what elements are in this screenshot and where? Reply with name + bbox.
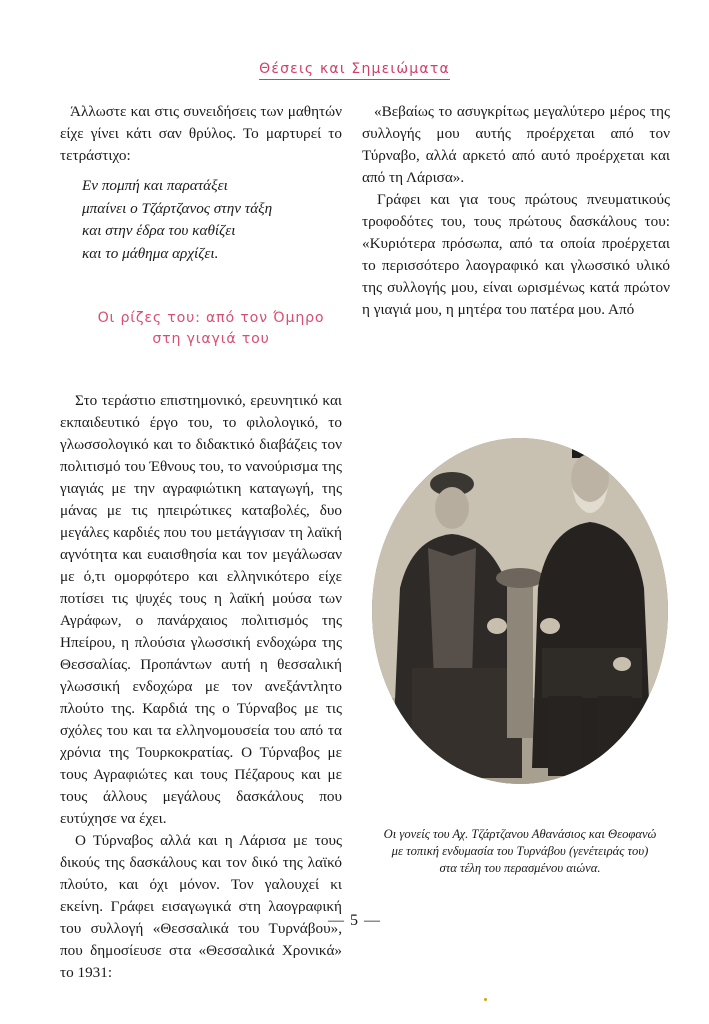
- intro-paragraph: Άλλωστε και στις συνειδήσεις των μαθητών είχε γίνει κάτι σαν θρύλος. Το μαρτυρεί το τετράστιχο:: [60, 103, 342, 164]
- quatrain: [82, 175, 342, 265]
- poem-line: μπαίνει ο Τζάρτζανος στην τάξη: [82, 199, 273, 217]
- section-heading-line: στη γιαγιά του: [152, 331, 270, 347]
- right-column: [362, 101, 670, 321]
- body-paragraph: Γράφει και για τους πρώτους πνευματικούς τροφοδότες του, τους πρώτους δασκάλους του: «Κυριότερα πρόσωπα, από τα οποία προέρχεται το περισσότερο λαογραφικό και γλωσσικό υλικό της συλλογής μου, είναι ωρισμένως κατά πρώτον η γιαγιά μου, η μητέρα του πατέρα μου. Από: [362, 191, 670, 318]
- parents-portrait-image: [372, 438, 668, 784]
- left-column: [60, 101, 342, 984]
- portrait-photo: [366, 438, 674, 786]
- oval-photo-frame: [372, 438, 668, 784]
- caption-line: Οι γονείς του Αχ. Τζάρτζανου Αθανάσιος και Θεοφανώ: [383, 827, 657, 841]
- poem-line: και στην έδρα του καθίζει: [82, 222, 236, 239]
- photo-caption: [360, 826, 680, 877]
- poem-line: Εν πομπή και παρατάξει: [82, 177, 228, 194]
- poem-line: και το μάθημα αρχίζει.: [82, 244, 219, 262]
- section-heading-line: Οι ρίζες του: από τον Όμηρο: [97, 310, 325, 326]
- body-paragraph: Ο Τύρναβος αλλά και η Λάρισα με τους δικούς της δασκάλους και τον δικό της λαϊκό πλούτο, και όχι μόνον. Τον γαλουχεί κι εκείνη. Γράφει εισαγωγικά στη λαογραφική του συλλογή «Θεσσαλικά του Τυρνάβου», που δημοσίευσε στα «Θεσσαλικά Χρονικά» το 1931:: [60, 832, 342, 981]
- caption-line: με τοπική ενδυμασία του Τυρνάβου (γενέτειράς του): [391, 844, 649, 858]
- body-paragraph: Στο τεράστιο επιστημονικό, ερευνητικό και εκπαιδευτικό έργο του, το φιλολογικό, το γλωσσολογικό και το διδακτικό διαβάζεις τον πολιτισμό του Έθνους του, το νανούρισμα της γιαγιάς με την αγραφιώτικη καταγωγή, της μάνας με τις ηπειρώτικες καταβολές, δυο μεγάλες καρδιές που του μετάγγισαν τη λαϊκή αγνότητα και ευαισθησία και τον μεγάλωσαν με ό,τι ομορφότερο και ελληνικότερο είχε ποτίσει τις ψυχές τους η λαϊκή μούσα των Αγράφων, ο πανάρχαιος πολιτισμός της Ηπείρου, η πλούσια γλωσσική ενδοχώρα της Θεσσαλίας. Προπάντων αυτή η θεσσαλική γλωσσική ενδοχώρα με τον ανεξάντλητο πλούτο της. Καρδιά της ο Τύρναβος με τις σχόλες του και τα ελληνομουσεία του από τα χρόνια της Τουρκοκρατίας. Ο Τύρναβος με τους Αγραφιώτες και τους Πέζαρους και με τους άλλους μεγάλους δασκάλους που ευτύχησε να έχει.: [60, 392, 342, 827]
- running-head-text: Θέσεις και Σημειώματα: [259, 61, 450, 80]
- caption-line: στα τέλη του περασμένου αιώνα.: [439, 861, 601, 875]
- print-speck: [484, 998, 487, 1001]
- section-heading: [60, 308, 342, 350]
- body-paragraph: «Βεβαίως το ασυγκρίτως μεγαλύτερο μέρος της συλλογής μου αυτής προέρχεται από τον Τύρναβο, αλλά αρκετό από αυτό προέρχεται και από τη Λάρισα».: [362, 103, 670, 186]
- page-number: — 5 —: [328, 912, 381, 929]
- running-head: [0, 60, 709, 78]
